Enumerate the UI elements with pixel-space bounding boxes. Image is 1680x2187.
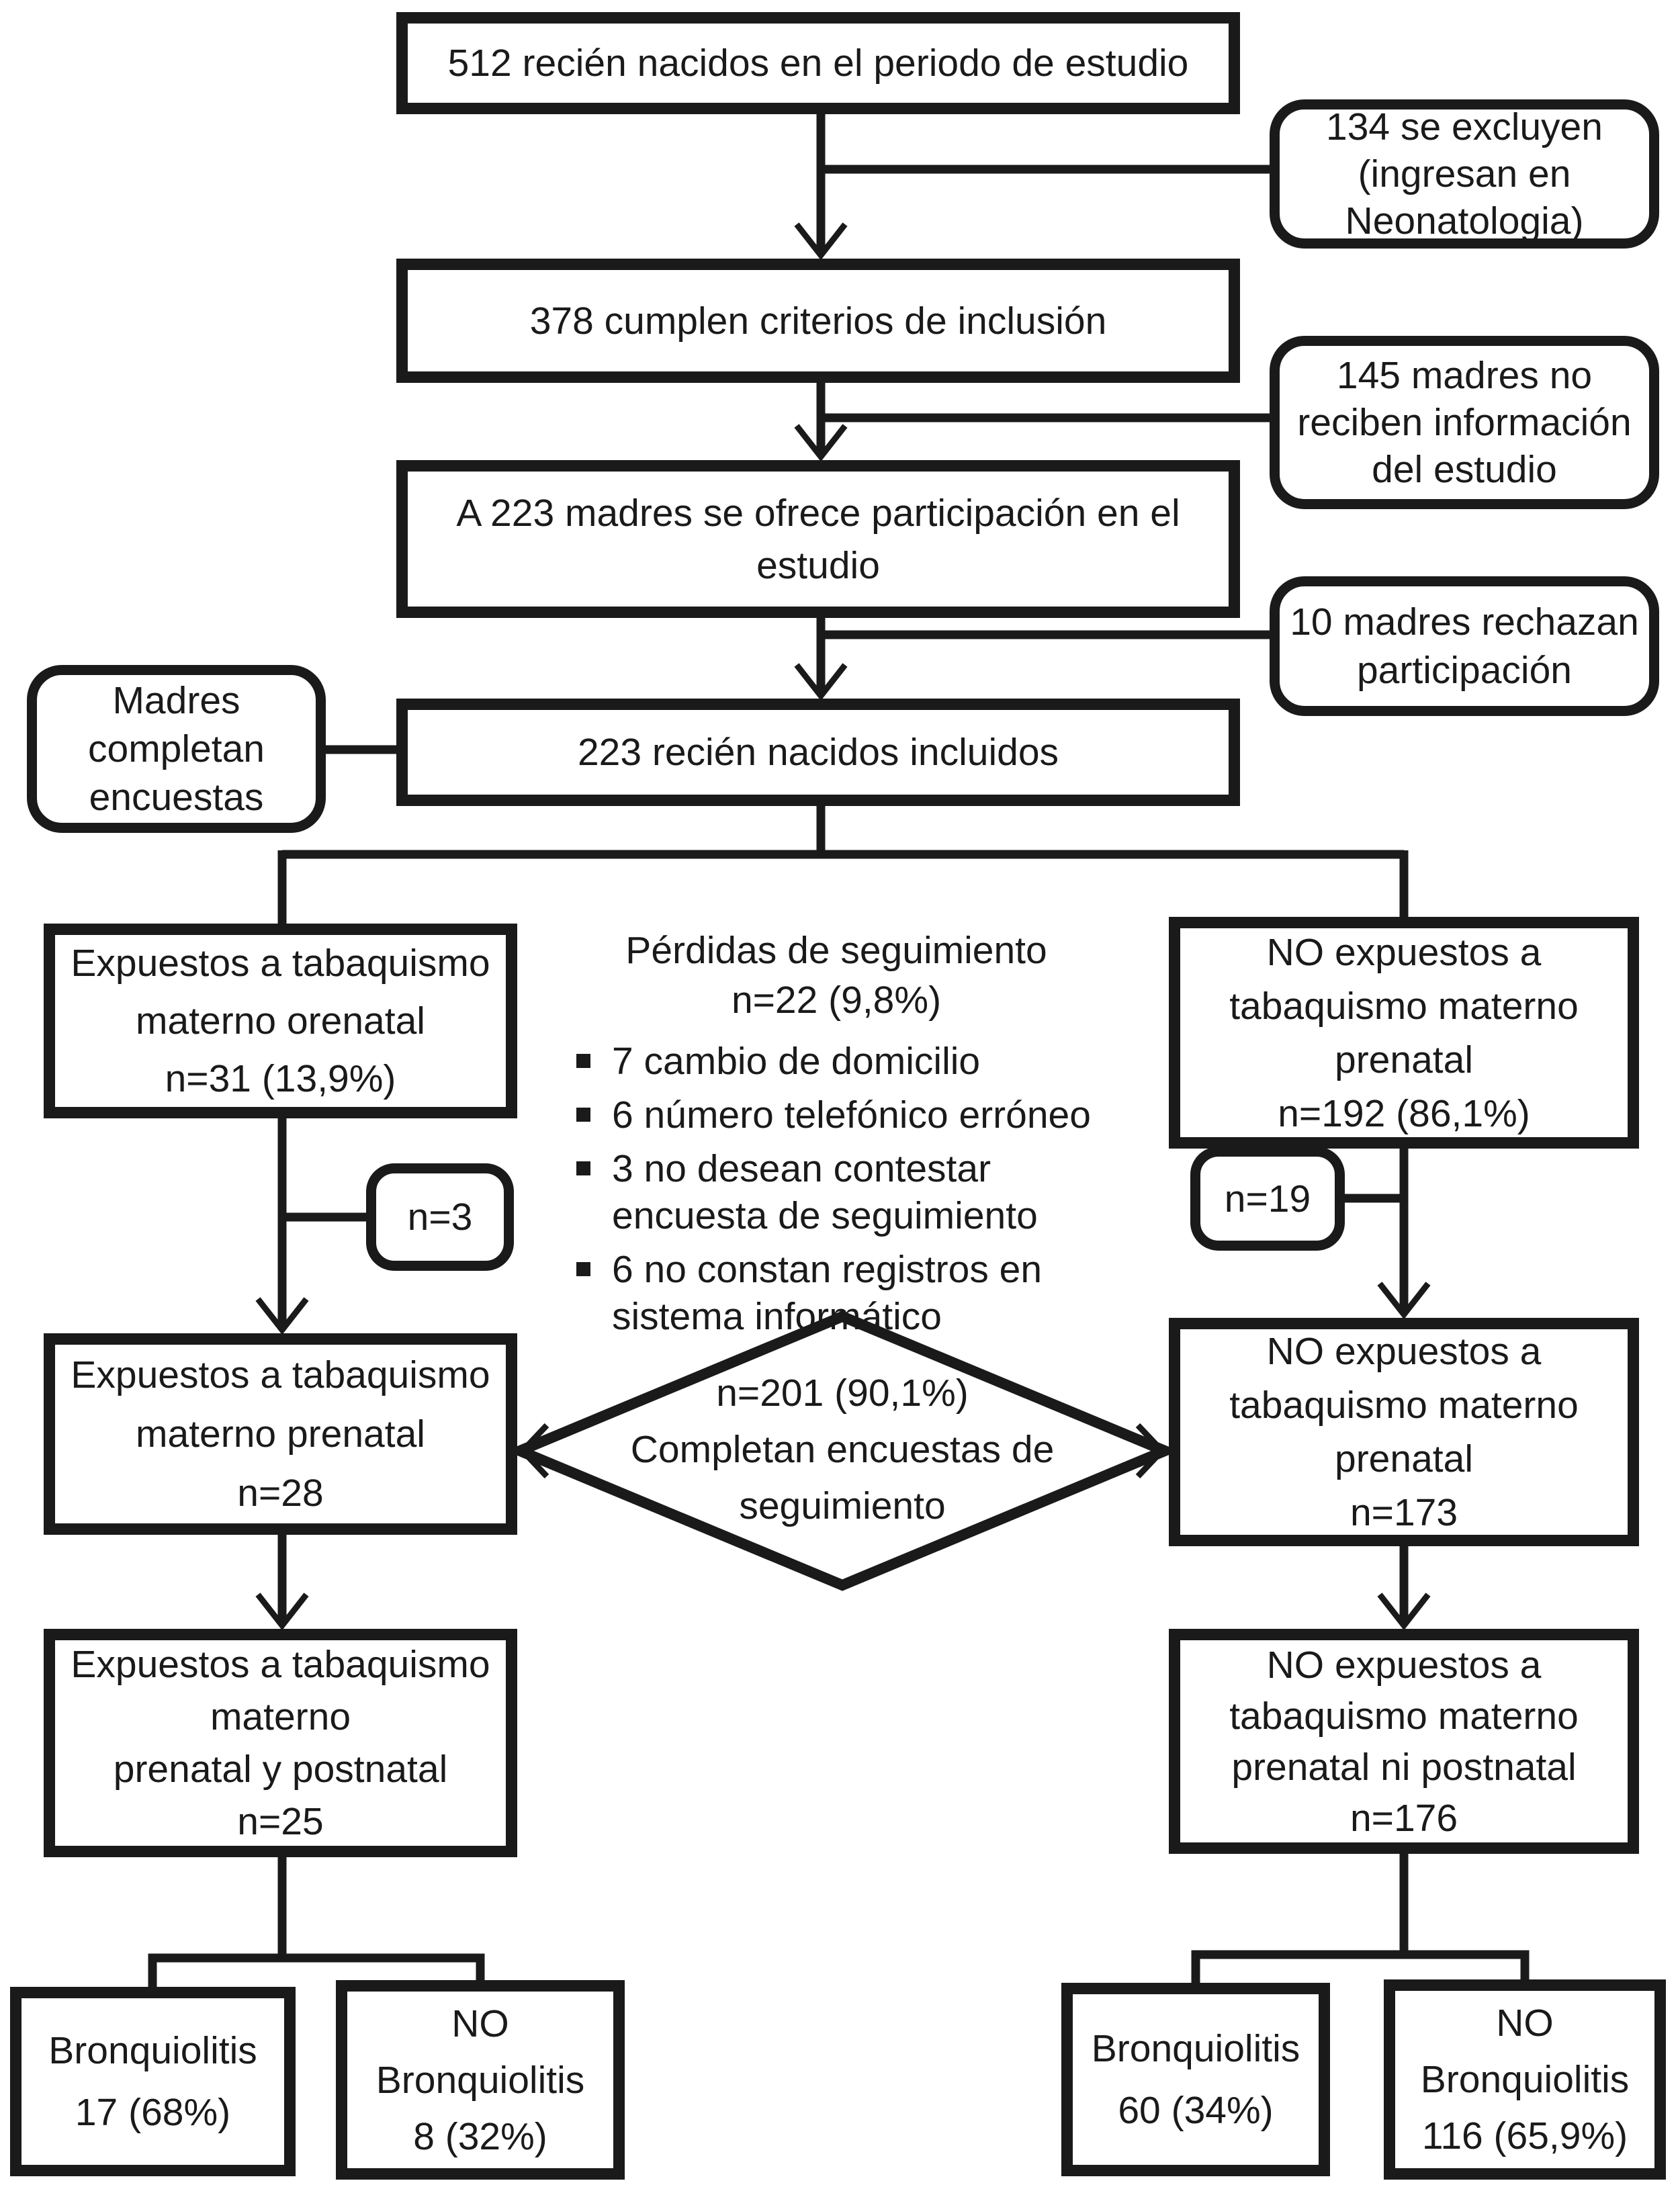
list-item-line: sistema informático: [612, 1295, 942, 1338]
node-text-line: completan: [88, 727, 265, 770]
node-text-line: n=176: [1350, 1796, 1458, 1840]
node-text-line: NO expuestos a: [1266, 1643, 1542, 1687]
node-text-line: 10 madres rechazan: [1290, 600, 1639, 643]
node-text-line: 512 recién nacidos en el periodo de estudio: [447, 42, 1189, 85]
node-text-line: Bronquiolitis: [1420, 2058, 1630, 2101]
node-not-exposed-pre-postnatal: [1169, 1629, 1639, 1854]
node-text-line: estudio: [756, 543, 880, 587]
node-text-line: n=25: [237, 1800, 324, 1843]
node-text-line: Expuestos a tabaquismo: [71, 1643, 490, 1686]
list-item-line: encuesta de seguimiento: [612, 1194, 1038, 1237]
node-text-line: n=31 (13,9%): [165, 1057, 396, 1100]
node-loss-n3: [366, 1163, 514, 1271]
node-text-line: 60 (34%): [1118, 2089, 1274, 2132]
node-text-line: NO: [451, 2002, 509, 2045]
diamond-text-line: n=201 (90,1%): [716, 1372, 969, 1415]
node-mothers-complete-surveys: [27, 665, 326, 833]
node-text-line: 17 (68%): [75, 2091, 231, 2134]
node-total-newborns: [396, 12, 1240, 114]
node-text-line: n=192 (86,1%): [1278, 1091, 1530, 1135]
node-text-line: Expuestos a tabaquismo: [71, 1353, 490, 1396]
node-text-line: 116 (65,9%): [1421, 2114, 1628, 2157]
node-text-line: prenatal ni postnatal: [1231, 1745, 1577, 1789]
diamond-followup-surveys: [607, 1365, 1077, 1534]
node-text-line: prenatal y postnatal: [113, 1748, 448, 1791]
node-not-exposed-prenatal-followup: [1169, 1318, 1639, 1546]
bullet-square-icon: [576, 1054, 590, 1068]
node-text-line: tabaquismo materno: [1229, 984, 1579, 1028]
node-exposed-prenatal-followup: [44, 1333, 517, 1535]
node-text-line: Neonatologia): [1345, 199, 1584, 242]
bullet-square-icon: [576, 1161, 590, 1175]
node-text-line: n=28: [237, 1472, 324, 1515]
node-text-line: n=3: [407, 1196, 473, 1239]
node-text-line: tabaquismo materno: [1229, 1384, 1579, 1427]
node-not-exposed-prenatal-initial: [1169, 917, 1639, 1149]
node-text-line: A 223 madres se ofrece participación en el: [456, 491, 1180, 535]
node-text-line: Madres: [112, 679, 240, 722]
node-text-line: NO: [1496, 2002, 1554, 2045]
list-item: [576, 1038, 1091, 1085]
node-text-line: prenatal: [1335, 1437, 1473, 1480]
bullet-square-icon: [576, 1262, 590, 1276]
node-text-line: reciben información: [1297, 401, 1632, 444]
node-exposed-prenatal-initial: [44, 924, 517, 1118]
node-bronchiolitis-not-exposed: [1061, 1983, 1330, 2176]
list-item-line: 7 cambio de domicilio: [612, 1040, 981, 1083]
node-text-line: NO expuestos a: [1266, 1330, 1542, 1373]
node-text-line: n=173: [1350, 1491, 1458, 1534]
node-no-bronchiolitis-not-exposed: [1384, 1979, 1666, 2180]
node-text-line: NO expuestos a: [1266, 930, 1542, 974]
list-item-line: 3 no desean contestar: [612, 1147, 991, 1190]
losses-list: [576, 1038, 1091, 1347]
node-loss-n19: [1190, 1147, 1345, 1251]
list-item-line: 6 número telefónico erróneo: [612, 1094, 1091, 1136]
node-text-line: 223 recién nacidos incluidos: [577, 731, 1059, 774]
node-text-line: Bronquiolitis: [1091, 2027, 1300, 2070]
node-text-line: materno: [210, 1695, 351, 1738]
bullet-square-icon: [576, 1108, 590, 1122]
node-text-line: 378 cumplen criterios de inclusión: [529, 299, 1107, 343]
node-text-line: del estudio: [1372, 448, 1557, 491]
losses-title-line: n=22 (9,8%): [731, 979, 942, 1022]
node-text-line: (ingresan en: [1358, 152, 1571, 195]
node-text-line: materno orenatal: [136, 999, 425, 1042]
node-text-line: participación: [1356, 649, 1572, 692]
node-text-line: Bronquiolitis: [48, 2029, 257, 2072]
list-item: [576, 1145, 1091, 1239]
node-text-line: Bronquiolitis: [375, 2058, 585, 2102]
node-no-information: [1270, 336, 1659, 509]
node-offered-participation: [396, 460, 1240, 618]
diamond-text-line: Completan encuestas de: [630, 1428, 1055, 1471]
list-item: [576, 1091, 1091, 1139]
node-text-line: 134 se excluyen: [1326, 105, 1603, 148]
node-text-line: Expuestos a tabaquismo: [71, 942, 490, 985]
node-text-line: materno prenatal: [136, 1413, 425, 1456]
list-item-line: 6 no constan registros en: [612, 1248, 1043, 1291]
node-newborns-included: [396, 699, 1240, 806]
node-text-line: 8 (32%): [413, 2114, 547, 2158]
node-text-line: 145 madres no: [1336, 354, 1593, 397]
losses-title: [558, 926, 1115, 1025]
node-inclusion-criteria: [396, 259, 1240, 383]
losses-title-line: Pérdidas de seguimiento: [625, 929, 1047, 972]
node-text-line: encuestas: [89, 776, 264, 819]
diamond-text-line: seguimiento: [739, 1484, 946, 1527]
node-text-line: tabaquismo materno: [1229, 1694, 1579, 1738]
node-text-line: prenatal: [1335, 1038, 1473, 1081]
node-bronchiolitis-exposed: [10, 1987, 296, 2176]
node-no-bronchiolitis-exposed: [336, 1980, 625, 2180]
node-refused-participation: [1270, 576, 1659, 716]
list-item: [576, 1246, 1091, 1340]
node-text-line: n=19: [1224, 1177, 1311, 1220]
node-exposed-pre-postnatal: [44, 1629, 517, 1857]
node-excluded: [1270, 99, 1659, 249]
